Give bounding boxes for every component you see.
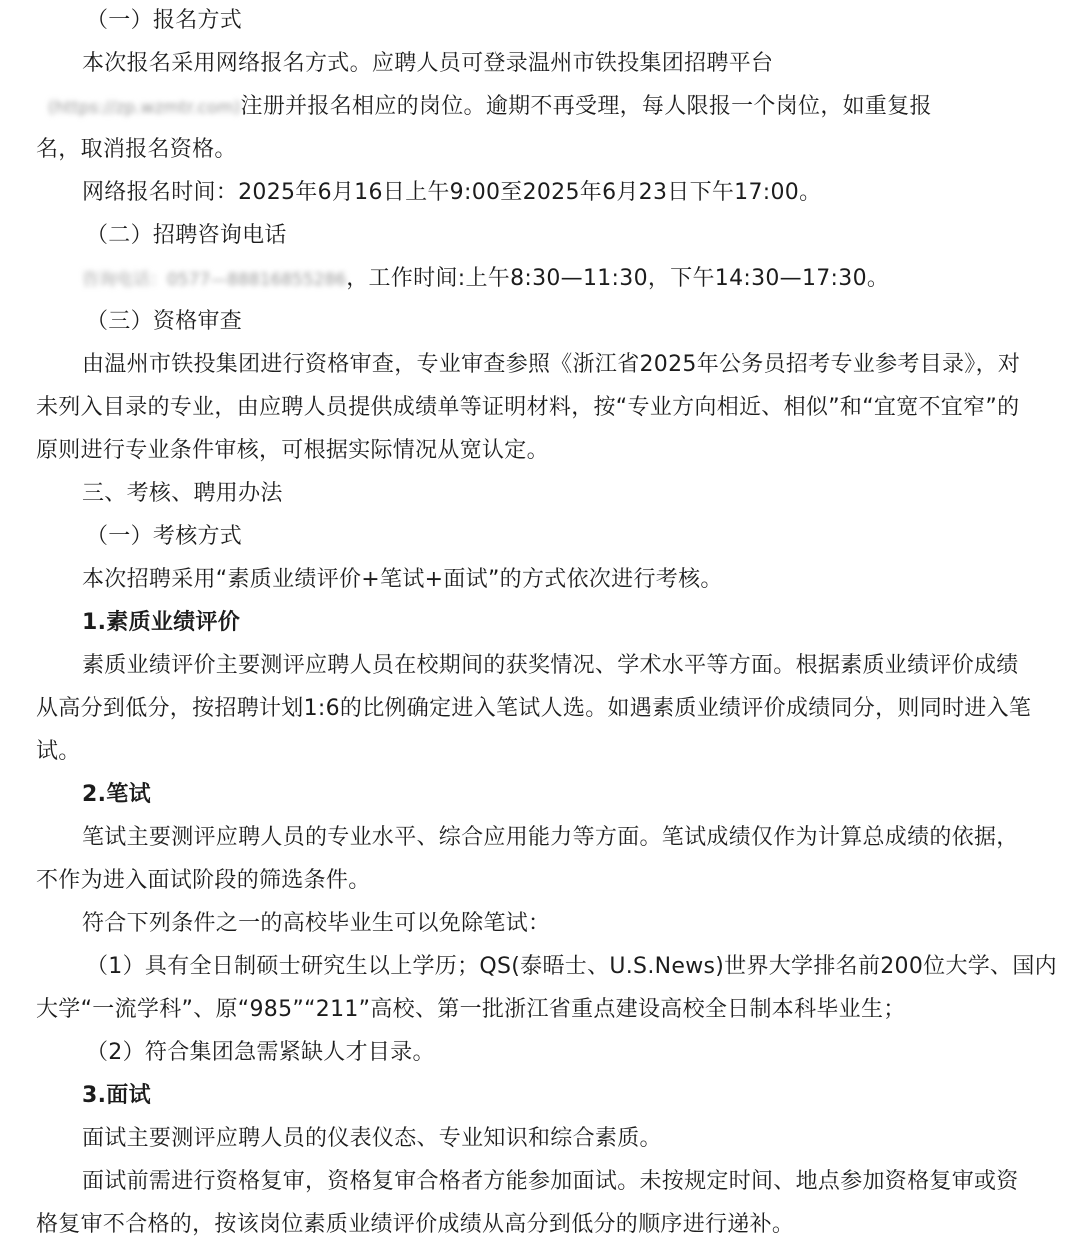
paragraph-line: 原则进行专业条件审核，可根据实际情况从宽认定。 (36, 438, 549, 463)
section-heading-assessment: 三、考核、聘用办法 (82, 481, 283, 506)
paragraph-line: 面试前需进行资格复审，资格复审合格者方能参加面试。未按规定时间、地点参加资格复审或资 (82, 1169, 1019, 1194)
paragraph-line: 不作为进入面试阶段的筛选条件。 (36, 868, 371, 893)
paragraph-line: 格复审不合格的，按该岗位素质业绩评价成绩从高分到低分的顺序进行递补。 (36, 1212, 795, 1237)
paragraph-line: 笔试主要测评应聘人员的专业水平、综合应用能力等方面。笔试成绩仅作为计算总成绩的依据， (82, 825, 1019, 850)
paragraph-line: 本次报名采用网络报名方式。应聘人员可登录温州市铁投集团招聘平台 (82, 51, 774, 76)
paragraph-text: ，工作时间:上午8:30—11:30，下午14:30—17:30。 (346, 266, 890, 291)
subsection-heading-review: （三）资格审查 (86, 309, 243, 334)
redacted-phone: 咨询电话：0577—88816855286 (82, 270, 347, 290)
paragraph-line: 未列入目录的专业，由应聘人员提供成绩单等证明材料，按“专业方向相近、相似”和“宜宽不宜窄”的 (36, 395, 1020, 420)
list-item: （2）符合集团急需紧缺人才目录。 (86, 1040, 435, 1065)
subsection-heading-assessment-method: （一）考核方式 (86, 524, 243, 549)
paragraph-line: 本次招聘采用“素质业绩评价+笔试+面试”的方式依次进行考核。 (82, 567, 723, 592)
paragraph-line (48, 90, 1080, 125)
subsection-heading-phone: （二）招聘咨询电话 (86, 223, 287, 248)
registration-time: 网络报名时间：2025年6月16日上午9:00至2025年6月23日下午17:00。 (82, 180, 822, 205)
paragraph-line: 试。 (36, 739, 81, 764)
item-heading-interview: 3.面试 (82, 1083, 151, 1108)
paragraph-text: 注册并报名相应的岗位。逾期不再受理，每人限报一个岗位，如重复报 (240, 94, 932, 119)
paragraph-line: 从高分到低分，按招聘计划1:6的比例确定进入笔试人选。如遇素质业绩评价成绩同分，则同时进入笔 (36, 696, 1032, 721)
item-heading-written-test: 2.笔试 (82, 782, 151, 807)
subsection-heading-registration: （一）报名方式 (86, 8, 243, 33)
redacted-url: (https://zp.wzmtr.com) (48, 98, 241, 118)
paragraph-line: 素质业绩评价主要测评应聘人员在校期间的获奖情况、学术水平等方面。根据素质业绩评价成绩 (82, 653, 1019, 678)
paragraph-line: 名，取消报名资格。 (36, 137, 237, 162)
paragraph-line: 面试主要测评应聘人员的仪表仪态、专业知识和综合素质。 (82, 1126, 662, 1151)
list-item: （1）具有全日制硕士研究生以上学历；QS(泰晤士、U.S.News)世界大学排名前200位大学、国内 (86, 954, 1057, 979)
paragraph-line: 符合下列条件之一的高校毕业生可以免除笔试： (82, 911, 551, 936)
paragraph-line (82, 262, 1080, 297)
paragraph-line: 由温州市铁投集团进行资格审查，专业审查参照《浙江省2025年公务员招考专业参考目录》，对 (82, 352, 1021, 377)
item-heading-quality-evaluation: 1.素质业绩评价 (82, 610, 241, 635)
paragraph-line: 大学“一流学科”、原“985”“211”高校、第一批浙江省重点建设高校全日制本科毕业生； (36, 997, 906, 1022)
